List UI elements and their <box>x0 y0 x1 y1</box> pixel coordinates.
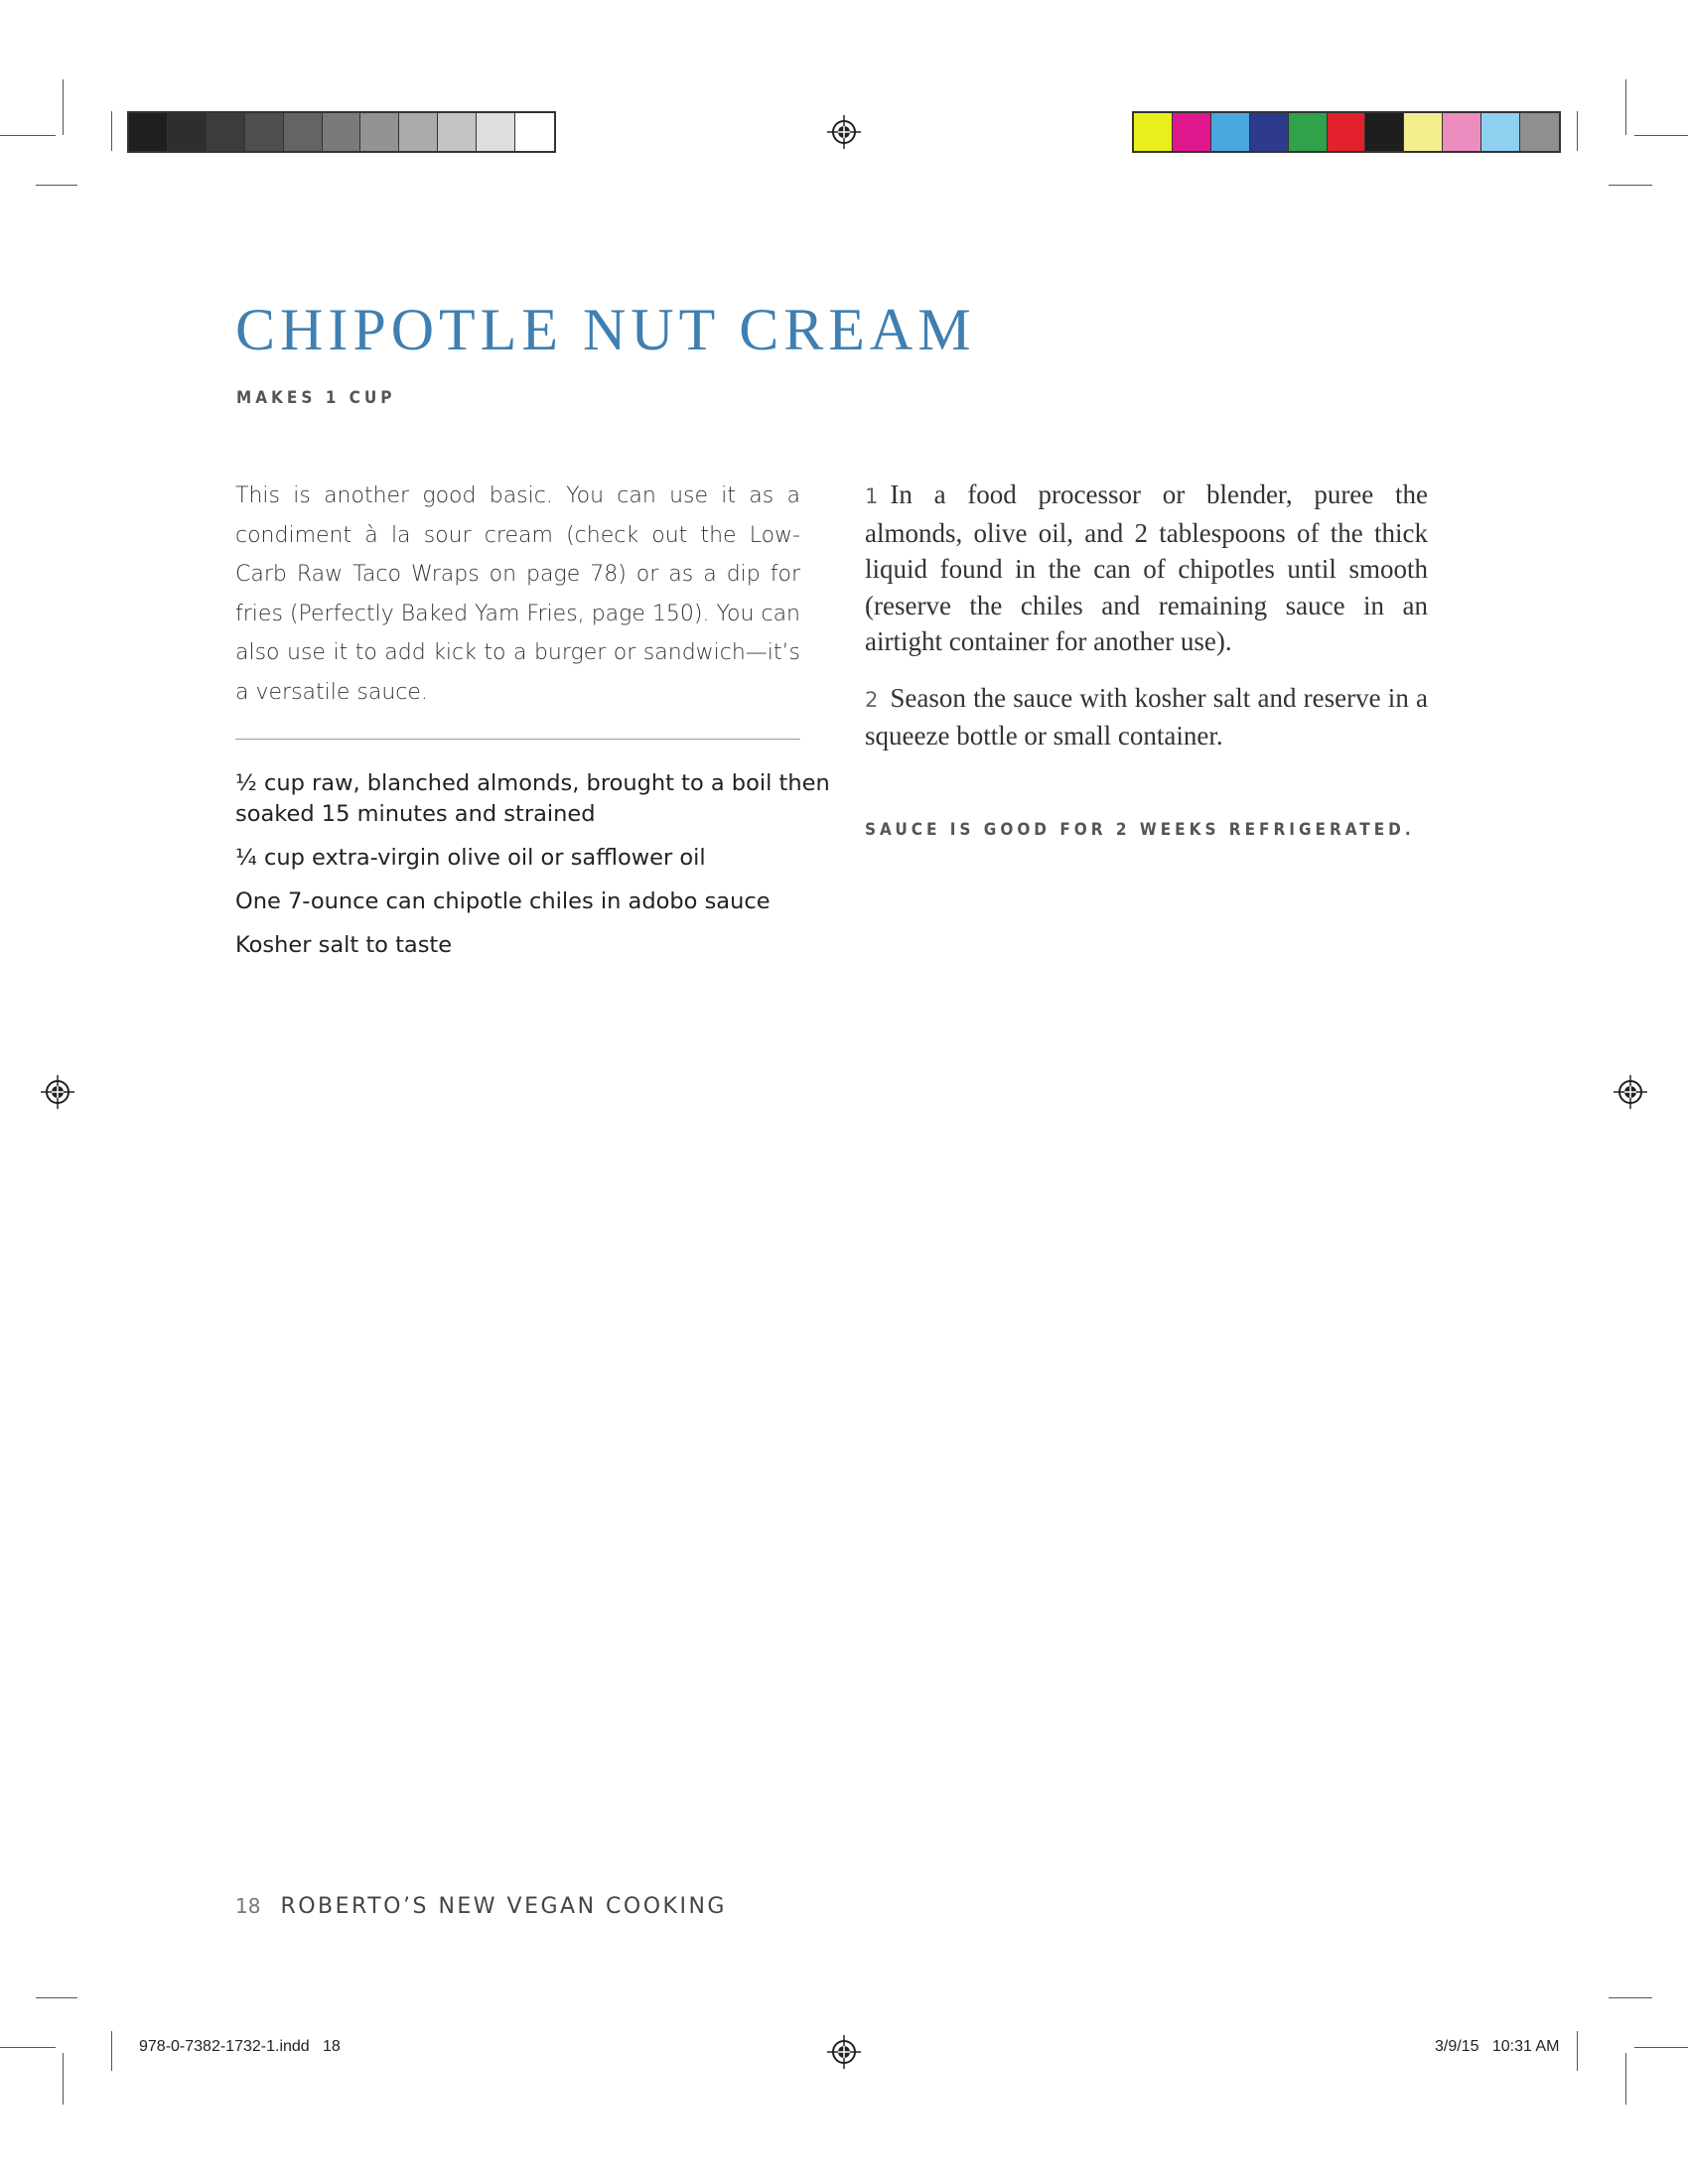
slug-timestamp: 3/9/15 10:31 AM <box>1435 2038 1560 2055</box>
color-swatch <box>515 113 554 151</box>
method-steps <box>865 477 1428 774</box>
crop-mark <box>1609 185 1652 186</box>
step-number: 1 <box>865 484 879 508</box>
recipe-yield: MAKES 1 CUP <box>236 388 396 408</box>
step-number: 2 <box>865 687 879 712</box>
ingredient-item: ½ cup raw, blanched almonds, brought to a boil then soaked 15 minutes and strained <box>235 770 830 827</box>
process-color-bar <box>1132 111 1561 153</box>
crop-mark <box>1577 111 1578 151</box>
crop-mark <box>1577 2031 1578 2071</box>
color-swatch <box>1365 113 1404 151</box>
ingredient-item: One 7-ounce can chipotle chiles in adobo sauce <box>235 888 771 914</box>
crop-mark <box>1634 135 1688 136</box>
color-swatch <box>399 113 438 151</box>
ingredient-item: ¼ cup extra-virgin olive oil or safflower oil <box>235 845 706 871</box>
color-swatch <box>1404 113 1443 151</box>
divider <box>235 739 800 740</box>
folio <box>235 1894 727 1919</box>
slug-filename: 978-0-7382-1732-1.indd 18 <box>139 2038 341 2055</box>
color-swatch <box>1173 113 1211 151</box>
color-swatch <box>1250 113 1289 151</box>
registration-mark-icon <box>827 115 861 149</box>
color-swatch <box>168 113 207 151</box>
color-swatch <box>360 113 399 151</box>
color-swatch <box>1520 113 1559 151</box>
method-step <box>865 680 1428 754</box>
color-swatch <box>1211 113 1250 151</box>
color-swatch <box>1134 113 1173 151</box>
book-title: ROBERTO’S NEW VEGAN COOKING <box>280 1894 727 1919</box>
crop-mark <box>63 2053 64 2105</box>
recipe-title: CHIPOTLE NUT CREAM <box>235 297 976 362</box>
ingredient-list <box>235 768 831 974</box>
method-step <box>865 477 1428 660</box>
step-text: In a food processor or blender, puree the almonds, olive oil, and 2 tablespoons of the thick liquid found in the can of chipotles until smooth (reserve the chiles and remaining sauce in an airtight container for another use). <box>865 479 1428 656</box>
color-swatch <box>1481 113 1520 151</box>
color-swatch <box>207 113 245 151</box>
crop-mark <box>111 2031 112 2071</box>
color-swatch <box>477 113 515 151</box>
color-swatch <box>245 113 284 151</box>
registration-mark-icon <box>41 1075 74 1109</box>
page-number: 18 <box>235 1894 261 1918</box>
crop-mark <box>111 111 112 151</box>
crop-mark <box>0 135 56 136</box>
color-swatch <box>438 113 477 151</box>
storage-note: SAUCE IS GOOD FOR 2 WEEKS REFRIGERATED. <box>865 820 1415 840</box>
grayscale-color-bar <box>127 111 556 153</box>
crop-mark <box>1609 1997 1652 1998</box>
crop-mark <box>1625 79 1626 135</box>
step-text: Season the sauce with kosher salt and reserve in a squeeze bottle or small container. <box>865 682 1428 751</box>
color-swatch <box>284 113 323 151</box>
crop-mark <box>0 2047 56 2048</box>
crop-mark <box>1625 2053 1626 2105</box>
crop-mark <box>36 1997 77 1998</box>
crop-mark <box>36 185 77 186</box>
crop-mark <box>63 79 64 135</box>
ingredient-item: Kosher salt to taste <box>235 932 453 958</box>
color-swatch <box>323 113 361 151</box>
recipe-intro: This is another good basic. You can use it as a condiment à la sour cream (check out the Low-Carb Raw Taco Wraps on page 78) or as a dip for fries (Perfectly Baked Yam Fries, page 150). You can also use it to add kick to a burger or sandwich—it’s a versatile sauce. <box>235 483 800 705</box>
color-swatch <box>1289 113 1328 151</box>
registration-mark-icon <box>1614 1075 1647 1109</box>
registration-mark-icon <box>827 2035 861 2069</box>
color-swatch <box>129 113 168 151</box>
color-swatch <box>1443 113 1481 151</box>
crop-mark <box>1634 2047 1688 2048</box>
color-swatch <box>1328 113 1366 151</box>
